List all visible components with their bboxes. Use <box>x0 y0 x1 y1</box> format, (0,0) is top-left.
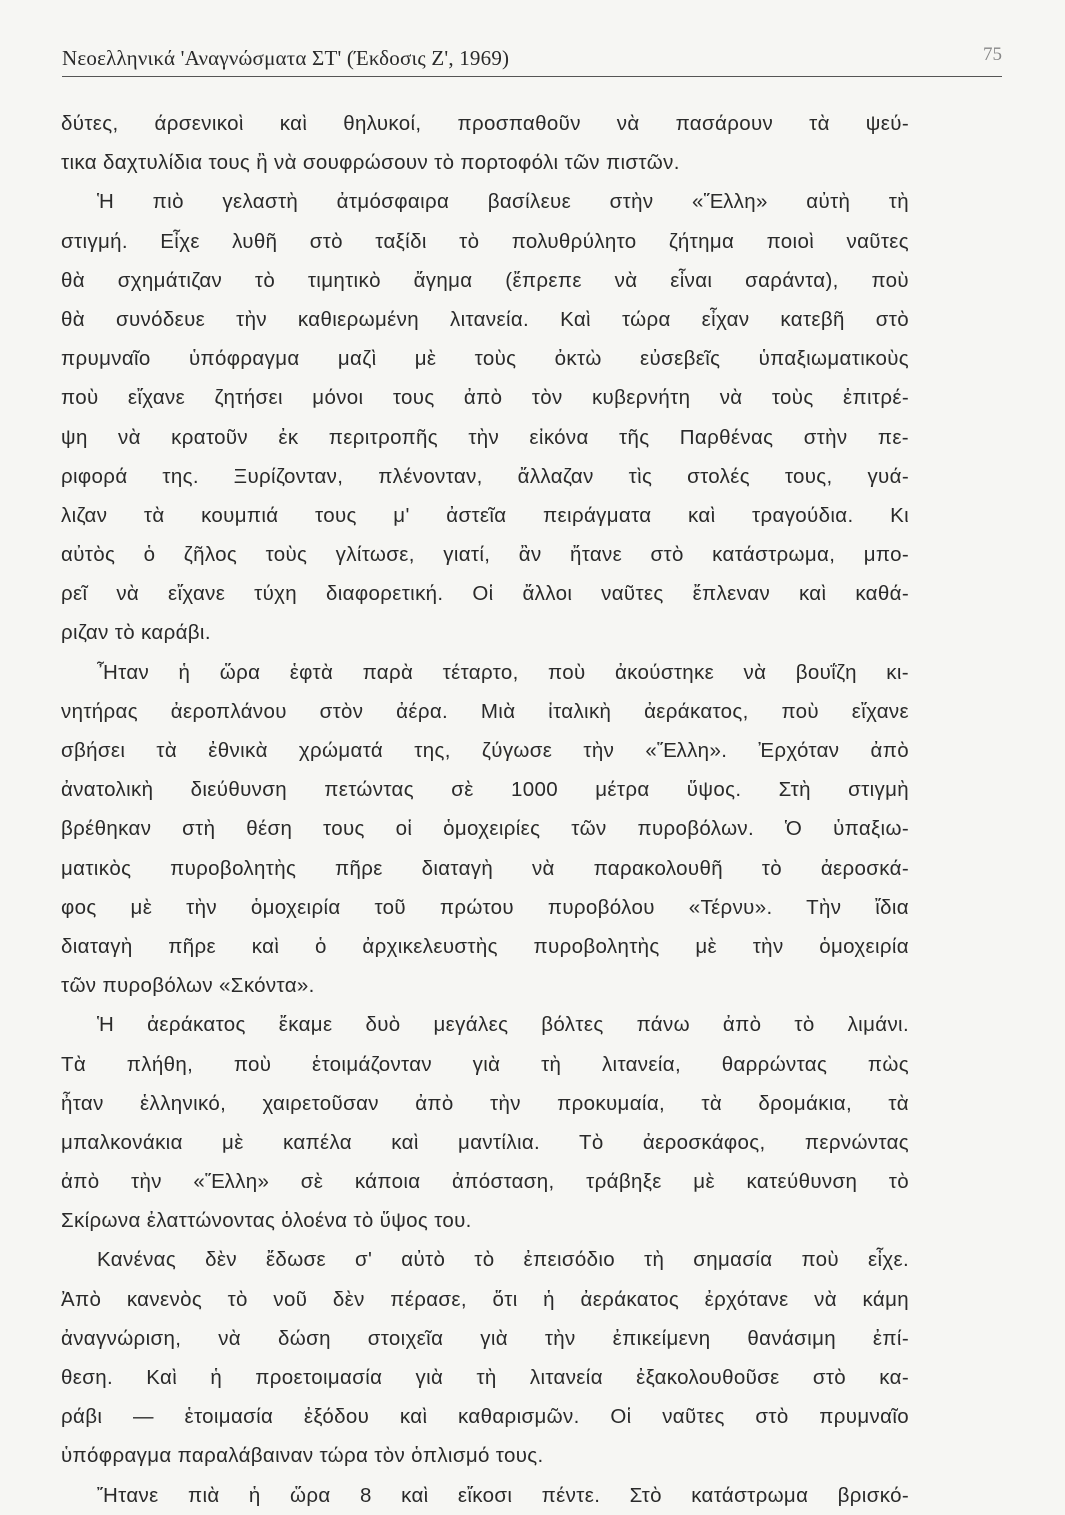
text-line: ψη νὰ κρατοῦν ἐκ περιτροπῆς τὴν εἰκόνα τῆς Παρθένας στὴν πε- <box>61 425 909 449</box>
body-text <box>61 104 909 1515</box>
text-line: μπαλκονάκια μὲ καπέλα καὶ μαντίλια. Τὸ ἀεροσκάφος, περνώντας <box>61 1130 909 1154</box>
text-line: ριζαν τὸ καράβι. <box>61 621 211 645</box>
text-line: ἀπὸ τὴν «Ἕλλη» σὲ κάποια ἀπόσταση, τράβηξε μὲ κατεύθυνση τὸ <box>61 1170 909 1194</box>
text-line: ὑπόφραγμα παραλάβαιναν τώρα τὸν ὁπλισμό τους. <box>61 1444 544 1468</box>
text-line: θεση. Καὶ ἡ προετοιμασία γιὰ τὴ λιτανεία ἐξακολουθοῦσε στὸ κα- <box>61 1366 909 1389</box>
text-line: ἀναγνώριση, νὰ δώση στοιχεῖα γιὰ τὴν ἐπικείμενη θανάσιμη ἐπί- <box>61 1326 909 1350</box>
text-line: Τὰ πλήθη, ποὺ ἑτοιμάζονταν γιὰ τὴ λιτανεία, θαρρώντας πὼς <box>61 1052 909 1076</box>
text-line: στιγμή. Εἶχε λυθῆ στὸ ταξίδι τὸ πολυθρύλητο ζήτημα ποιοὶ ναῦτες <box>61 229 909 253</box>
text-line: ράβι — ἑτοιμασία ἐξόδου καὶ καθαρισμῶν. Οἱ ναῦτες στὸ πρυμναῖο <box>61 1405 909 1429</box>
text-line: ἀνατολικὴ διεύθυνση πετώντας σὲ 1000 μέτρα ὕψος. Στὴ στιγμὴ <box>61 778 909 802</box>
text-line: αὐτὸς ὁ ζῆλος τοὺς γλίτωσε, γιατί, ἂν ἤτανε στὸ κατάστρωμα, μπο- <box>61 543 909 567</box>
text-line: Ἤτανε πιὰ ἡ ὥρα 8 καὶ εἴκοσι πέντε. Στὸ κατάστρωμα βρισκό- <box>97 1483 909 1507</box>
text-line: ρεῖ νὰ εἴχανε τύχη διαφορετική. Οἱ ἄλλοι ναῦτες ἔπλεναν καὶ καθά- <box>61 582 909 606</box>
text-line: Σκίρωνα ἐλαττώνοντας ὁλοένα τὸ ὕψος του. <box>61 1209 472 1233</box>
text-line: βρέθηκαν στὴ θέση τους οἱ ὁμοχειρίες τῶν πυροβόλων. Ὁ ὑπαξιω- <box>61 817 909 841</box>
book-title: Νεοελληνικά 'Αναγνώσματα ΣΤ' (Έκδοσις Ζ', 1969) <box>62 46 510 70</box>
text-line: διαταγὴ πῆρε καὶ ὁ ἀρχικελευστὴς πυροβολητὴς μὲ τὴν ὁμοχειρία <box>61 934 909 958</box>
text-line: θὰ σχημάτιζαν τὸ τιμητικὸ ἄγημα (ἔπρεπε νὰ εἶναι σαράντα), ποὺ <box>61 268 909 292</box>
text-line: ριφορά της. Ξυρίζονταν, πλένονταν, ἄλλαζαν τὶς στολές τους, γυά- <box>61 464 909 488</box>
running-head <box>62 42 1002 77</box>
text-line: τῶν πυροβόλων «Σκόντα». <box>61 974 315 998</box>
text-line: τικα δαχτυλίδια τους ἢ νὰ σουφρώσουν τὸ πορτοφόλι τῶν πιστῶν. <box>61 151 680 175</box>
text-line: πρυμναῖο ὑπόφραγμα μαζὶ μὲ τοὺς ὀκτὼ εὐσεβεῖς ὑπαξιωματικοὺς <box>61 347 909 371</box>
text-line: θὰ συνόδευε τὴν καθιερωμένη λιτανεία. Καὶ τώρα εἶχαν κατεβῆ στὸ <box>61 307 909 331</box>
text-line: σβήσει τὰ ἐθνικὰ χρώματά της, ζύγωσε τὴν «Ἕλλη». Ἐρχόταν ἀπὸ <box>61 739 909 762</box>
text-line: ἦταν ἑλληνικό, χαιρετοῦσαν ἀπὸ τὴν προκυμαία, τὰ δρομάκια, τὰ <box>61 1091 909 1115</box>
text-line: Ἦταν ἡ ὥρα ἑφτὰ παρὰ τέταρτο, ποὺ ἀκούστηκε νὰ βουΐζη κι- <box>97 660 909 684</box>
text-line: ματικὸς πυροβολητὴς πῆρε διαταγὴ νὰ παρακολουθῆ τὸ ἀεροσκά- <box>61 856 909 880</box>
text-line: φος μὲ τὴν ὁμοχειρία τοῦ πρώτου πυροβόλου «Τέρνυ». Τὴν ἴδια <box>61 895 909 919</box>
text-line: Ἡ ἀεράκατος ἔκαμε δυὸ μεγάλες βόλτες πάνω ἀπὸ τὸ λιμάνι. <box>97 1013 909 1037</box>
text-line: δύτες, άρσενικοὶ καὶ θηλυκοί, προσπαθοῦν νὰ πασάρουν τὰ ψεύ- <box>61 112 909 135</box>
text-line: λιζαν τὰ κουμπιά τους μ' ἀστεῖα πειράγματα καὶ τραγούδια. Κι <box>61 503 909 527</box>
text-line: ποὺ εἴχανε ζητήσει μόνοι τους ἀπὸ τὸν κυβερνήτη νὰ τοὺς ἐπιτρέ- <box>61 386 909 410</box>
text-line: Ἀπὸ κανενὸς τὸ νοῦ δὲν πέρασε, ὅτι ἡ ἀεράκατος ἐρχότανε νὰ κάμη <box>61 1287 909 1311</box>
text-line: νητήρας ἀεροπλάνου στὸν ἀέρα. Μιὰ ἰταλικὴ ἀεράκατος, ποὺ εἴχανε <box>61 699 909 723</box>
text-line: Κανένας δὲν ἔδωσε σ' αὐτὸ τὸ ἐπεισόδιο τὴ σημασία ποὺ εἶχε. <box>97 1248 909 1272</box>
text-line: Ἡ πιὸ γελαστὴ ἀτμόσφαιρα βασίλευε στὴν «Ἕλλη» αὐτὴ τὴ <box>97 190 909 214</box>
page-number: 75 <box>983 44 1002 65</box>
